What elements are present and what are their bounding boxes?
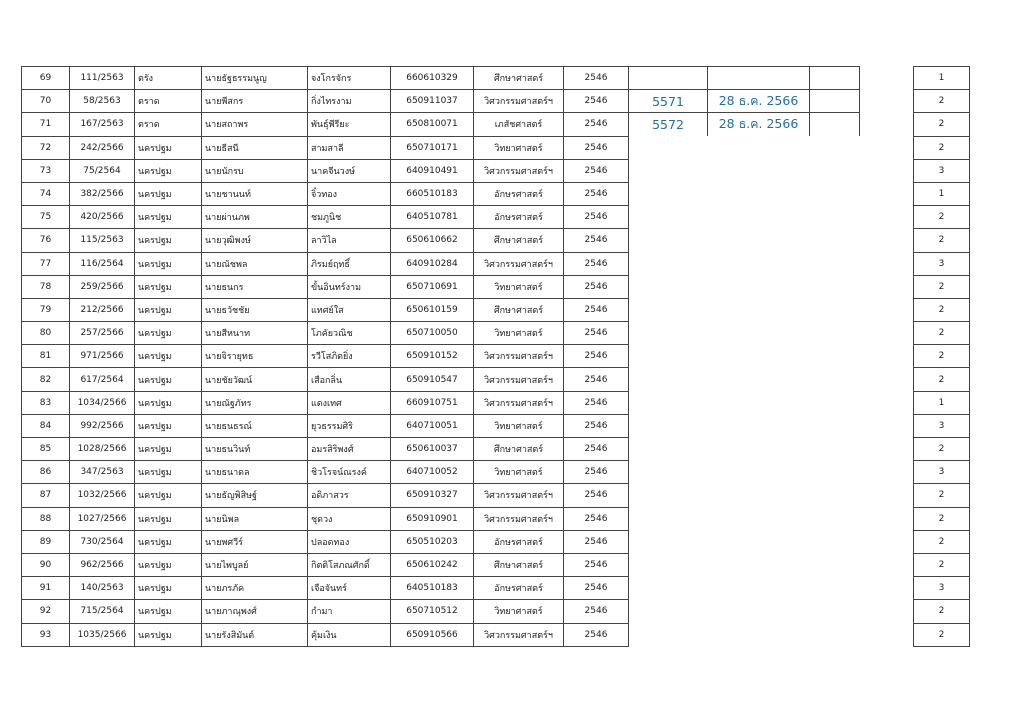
table-row [22, 623, 629, 646]
count-value: 2 [914, 113, 970, 136]
last-name: อมรสิริพงศ์ [308, 438, 391, 461]
birth-year: 2546 [564, 182, 629, 205]
faculty: วิศวกรรมศาสตร์ฯ [474, 391, 564, 414]
first-name: นายสีหนาท [202, 322, 308, 345]
table-row [22, 391, 629, 414]
count-value: 2 [914, 484, 970, 507]
row-number: 69 [22, 67, 70, 90]
last-name: โภคัยวณิช [308, 322, 391, 345]
province: นครปฐม [135, 438, 202, 461]
document-body [629, 67, 860, 136]
student-id: 640710051 [391, 414, 474, 437]
row-number: 72 [22, 136, 70, 159]
birth-year: 2546 [564, 345, 629, 368]
count-value: 2 [914, 553, 970, 576]
document-number: 5571 [629, 90, 708, 113]
count-row [914, 600, 970, 623]
faculty: อักษรศาสตร์ [474, 530, 564, 553]
student-id: 650710050 [391, 322, 474, 345]
birth-year: 2546 [564, 368, 629, 391]
first-name: นายนักรบ [202, 159, 308, 182]
last-name: กำมา [308, 600, 391, 623]
student-id: 660610329 [391, 67, 474, 90]
last-name: ชิวโรจน์ณรงค์ [308, 461, 391, 484]
province: นครปฐม [135, 136, 202, 159]
province: นครปฐม [135, 322, 202, 345]
birth-year: 2546 [564, 553, 629, 576]
first-name: นายธีสนี [202, 136, 308, 159]
first-name: นายพศวีร์ [202, 530, 308, 553]
student-id: 650910566 [391, 623, 474, 646]
table-row [22, 229, 629, 252]
birth-year: 2546 [564, 600, 629, 623]
faculty: วิทยาศาสตร์ [474, 600, 564, 623]
province: นครปฐม [135, 530, 202, 553]
first-name: นายไพบูลย์ [202, 553, 308, 576]
count-value: 3 [914, 461, 970, 484]
first-name: นายธัญพิสิษฐ์ [202, 484, 308, 507]
document-empty-cell [810, 90, 860, 113]
count-value: 3 [914, 252, 970, 275]
row-number: 88 [22, 507, 70, 530]
birth-year: 2546 [564, 461, 629, 484]
count-row [914, 438, 970, 461]
document-date: 28 ธ.ค. 2566 [708, 90, 810, 113]
birth-year: 2546 [564, 438, 629, 461]
student-id: 650710512 [391, 600, 474, 623]
table-row [22, 252, 629, 275]
count-row [914, 345, 970, 368]
document-empty-cell [708, 67, 810, 90]
last-name: ยุวธรรมศิริ [308, 414, 391, 437]
count-value: 2 [914, 600, 970, 623]
province: นครปฐม [135, 461, 202, 484]
faculty: ศึกษาศาสตร์ [474, 553, 564, 576]
last-name: ชมภูนิช [308, 206, 391, 229]
count-row [914, 623, 970, 646]
case-number: 111/2563 [70, 67, 135, 90]
document-empty-cell [629, 67, 708, 90]
province: นครปฐม [135, 507, 202, 530]
last-name: กิตติโสภณศักดิ์ [308, 553, 391, 576]
count-value: 2 [914, 90, 970, 113]
birth-year: 2546 [564, 414, 629, 437]
last-name: พันธุ์พีรียะ [308, 113, 391, 136]
birth-year: 2546 [564, 623, 629, 646]
count-row [914, 484, 970, 507]
case-number: 1027/2566 [70, 507, 135, 530]
last-name: แทศย์ใส [308, 298, 391, 321]
faculty: วิทยาศาสตร์ [474, 136, 564, 159]
faculty: วิทยาศาสตร์ [474, 322, 564, 345]
row-number: 91 [22, 577, 70, 600]
document-table [628, 66, 860, 136]
count-row [914, 206, 970, 229]
last-name: จิ๋วทอง [308, 182, 391, 205]
records-table [21, 66, 629, 647]
faculty: ศึกษาศาสตร์ [474, 298, 564, 321]
birth-year: 2546 [564, 206, 629, 229]
student-id: 650911037 [391, 90, 474, 113]
count-value: 2 [914, 368, 970, 391]
case-number: 75/2564 [70, 159, 135, 182]
province: นครปฐม [135, 600, 202, 623]
student-id: 650510203 [391, 530, 474, 553]
count-value: 2 [914, 507, 970, 530]
count-row [914, 414, 970, 437]
student-id: 640510781 [391, 206, 474, 229]
case-number: 382/2566 [70, 182, 135, 205]
row-number: 85 [22, 438, 70, 461]
case-number: 140/2563 [70, 577, 135, 600]
birth-year: 2546 [564, 507, 629, 530]
province: นครปฐม [135, 391, 202, 414]
count-value: 1 [914, 67, 970, 90]
case-number: 971/2566 [70, 345, 135, 368]
count-row [914, 461, 970, 484]
count-body [914, 67, 970, 647]
faculty: วิศวกรรมศาสตร์ฯ [474, 368, 564, 391]
last-name: ชุดวง [308, 507, 391, 530]
student-id: 650610242 [391, 553, 474, 576]
province: นครปฐม [135, 484, 202, 507]
province: นครปฐม [135, 553, 202, 576]
count-row [914, 136, 970, 159]
case-number: 347/2563 [70, 461, 135, 484]
first-name: นายภาณุพงศ์ [202, 600, 308, 623]
province: ตราด [135, 90, 202, 113]
count-row [914, 368, 970, 391]
document-empty-cell [810, 113, 860, 136]
first-name: นายธนาดล [202, 461, 308, 484]
table-row [22, 322, 629, 345]
faculty: วิศวกรรมศาสตร์ฯ [474, 90, 564, 113]
case-number: 257/2566 [70, 322, 135, 345]
count-row [914, 182, 970, 205]
table-row [22, 461, 629, 484]
birth-year: 2546 [564, 275, 629, 298]
faculty: วิทยาศาสตร์ [474, 275, 564, 298]
count-value: 3 [914, 577, 970, 600]
province: นครปฐม [135, 206, 202, 229]
case-number: 420/2566 [70, 206, 135, 229]
table-row [22, 507, 629, 530]
row-number: 71 [22, 113, 70, 136]
row-number: 90 [22, 553, 70, 576]
row-number: 78 [22, 275, 70, 298]
count-value: 2 [914, 438, 970, 461]
last-name: ขั้นอินทร์งาม [308, 275, 391, 298]
faculty: ศึกษาศาสตร์ [474, 67, 564, 90]
faculty: วิศวกรรมศาสตร์ฯ [474, 159, 564, 182]
province: นครปฐม [135, 577, 202, 600]
count-row [914, 391, 970, 414]
count-value: 2 [914, 136, 970, 159]
faculty: ศึกษาศาสตร์ [474, 438, 564, 461]
count-row [914, 229, 970, 252]
row-number: 73 [22, 159, 70, 182]
count-row [914, 530, 970, 553]
table-row [22, 182, 629, 205]
province: นครปฐม [135, 229, 202, 252]
last-name: เจือจันทร์ [308, 577, 391, 600]
student-id: 650910901 [391, 507, 474, 530]
table-row [22, 553, 629, 576]
first-name: นายธนธรณ์ [202, 414, 308, 437]
first-name: นายธวัชชัย [202, 298, 308, 321]
count-value: 2 [914, 345, 970, 368]
student-id: 660510183 [391, 182, 474, 205]
first-name: นายวุฒิพงษ์ [202, 229, 308, 252]
count-table [913, 66, 970, 647]
case-number: 1034/2566 [70, 391, 135, 414]
table-row [22, 600, 629, 623]
row-number: 76 [22, 229, 70, 252]
row-number: 86 [22, 461, 70, 484]
table-row [22, 345, 629, 368]
student-id: 640710052 [391, 461, 474, 484]
province: นครปฐม [135, 368, 202, 391]
faculty: วิศวกรรมศาสตร์ฯ [474, 345, 564, 368]
province: นครปฐม [135, 623, 202, 646]
case-number: 242/2566 [70, 136, 135, 159]
first-name: นายจิรายุทธ [202, 345, 308, 368]
case-number: 58/2563 [70, 90, 135, 113]
case-number: 730/2564 [70, 530, 135, 553]
birth-year: 2546 [564, 252, 629, 275]
count-row [914, 275, 970, 298]
province: นครปฐม [135, 159, 202, 182]
province: นครปฐม [135, 345, 202, 368]
row-number: 74 [22, 182, 70, 205]
birth-year: 2546 [564, 136, 629, 159]
first-name: นายชัยวัฒน์ [202, 368, 308, 391]
count-row [914, 298, 970, 321]
case-number: 962/2566 [70, 553, 135, 576]
count-row [914, 322, 970, 345]
row-number: 70 [22, 90, 70, 113]
count-value: 2 [914, 530, 970, 553]
count-value: 2 [914, 206, 970, 229]
case-number: 1035/2566 [70, 623, 135, 646]
last-name: ภิรมย์ฤทธิ์ [308, 252, 391, 275]
document-empty-cell [810, 67, 860, 90]
student-id: 650610037 [391, 438, 474, 461]
document-number: 5572 [629, 113, 708, 136]
last-name: นาคจีนวงษ์ [308, 159, 391, 182]
table-row [22, 90, 629, 113]
faculty: อักษรศาสตร์ [474, 577, 564, 600]
case-number: 212/2566 [70, 298, 135, 321]
last-name: เสือกลิ่น [308, 368, 391, 391]
province: นครปฐม [135, 182, 202, 205]
count-row [914, 159, 970, 182]
records-body [22, 67, 629, 647]
count-row [914, 90, 970, 113]
birth-year: 2546 [564, 322, 629, 345]
first-name: นายผ่านภพ [202, 206, 308, 229]
table-row [22, 136, 629, 159]
student-id: 650710171 [391, 136, 474, 159]
birth-year: 2546 [564, 577, 629, 600]
student-id: 640910284 [391, 252, 474, 275]
table-row [22, 159, 629, 182]
document-row [629, 67, 860, 90]
last-name: รวีโสภิตยิ่ง [308, 345, 391, 368]
count-row [914, 67, 970, 90]
student-id: 640910491 [391, 159, 474, 182]
first-name: นายภรภัค [202, 577, 308, 600]
table-row [22, 113, 629, 136]
count-value: 1 [914, 391, 970, 414]
birth-year: 2546 [564, 391, 629, 414]
count-value: 2 [914, 275, 970, 298]
count-value: 2 [914, 322, 970, 345]
table-row [22, 298, 629, 321]
student-id: 650710691 [391, 275, 474, 298]
faculty: วิทยาศาสตร์ [474, 461, 564, 484]
row-number: 87 [22, 484, 70, 507]
count-row [914, 553, 970, 576]
faculty: เภสัชศาสตร์ [474, 113, 564, 136]
row-number: 83 [22, 391, 70, 414]
first-name: นายสถาพร [202, 113, 308, 136]
case-number: 992/2566 [70, 414, 135, 437]
row-number: 82 [22, 368, 70, 391]
student-id: 650910327 [391, 484, 474, 507]
row-number: 81 [22, 345, 70, 368]
last-name: จงโกรจักร [308, 67, 391, 90]
first-name: นายรังสิมันต์ [202, 623, 308, 646]
row-number: 93 [22, 623, 70, 646]
province: ตรัง [135, 67, 202, 90]
province: นครปฐม [135, 414, 202, 437]
row-number: 75 [22, 206, 70, 229]
case-number: 715/2564 [70, 600, 135, 623]
case-number: 259/2566 [70, 275, 135, 298]
table-row [22, 275, 629, 298]
table-row [22, 438, 629, 461]
row-number: 84 [22, 414, 70, 437]
count-row [914, 252, 970, 275]
first-name: นายณัชพล [202, 252, 308, 275]
table-row [22, 530, 629, 553]
first-name: นายชานนท์ [202, 182, 308, 205]
count-value: 2 [914, 298, 970, 321]
row-number: 77 [22, 252, 70, 275]
count-row [914, 113, 970, 136]
case-number: 115/2563 [70, 229, 135, 252]
student-id: 650910152 [391, 345, 474, 368]
birth-year: 2546 [564, 113, 629, 136]
faculty: อักษรศาสตร์ [474, 206, 564, 229]
count-row [914, 577, 970, 600]
province: นครปฐม [135, 275, 202, 298]
birth-year: 2546 [564, 90, 629, 113]
faculty: วิศวกรรมศาสตร์ฯ [474, 623, 564, 646]
birth-year: 2546 [564, 229, 629, 252]
count-row [914, 507, 970, 530]
first-name: นายธนวินท์ [202, 438, 308, 461]
last-name: ลาวิไล [308, 229, 391, 252]
case-number: 1028/2566 [70, 438, 135, 461]
row-number: 89 [22, 530, 70, 553]
birth-year: 2546 [564, 484, 629, 507]
student-id: 640510183 [391, 577, 474, 600]
student-id: 660910751 [391, 391, 474, 414]
case-number: 617/2564 [70, 368, 135, 391]
first-name: นายพีสกร [202, 90, 308, 113]
table-row [22, 577, 629, 600]
count-value: 1 [914, 182, 970, 205]
case-number: 1032/2566 [70, 484, 135, 507]
birth-year: 2546 [564, 298, 629, 321]
count-value: 2 [914, 229, 970, 252]
last-name: คุ้มเงิน [308, 623, 391, 646]
last-name: สามสาลี [308, 136, 391, 159]
table-row [22, 414, 629, 437]
faculty: วิทยาศาสตร์ [474, 414, 564, 437]
first-name: นายณัฐภัทร [202, 391, 308, 414]
first-name: นายธัฐธรรมนูญ [202, 67, 308, 90]
student-id: 650810071 [391, 113, 474, 136]
student-id: 650610662 [391, 229, 474, 252]
faculty: ศึกษาศาสตร์ [474, 229, 564, 252]
first-name: นายธนกร [202, 275, 308, 298]
last-name: อดิภาสวร [308, 484, 391, 507]
student-id: 650910547 [391, 368, 474, 391]
student-id: 650610159 [391, 298, 474, 321]
case-number: 167/2563 [70, 113, 135, 136]
count-value: 3 [914, 414, 970, 437]
province: นครปฐม [135, 298, 202, 321]
birth-year: 2546 [564, 159, 629, 182]
last-name: กิ่งไทรงาม [308, 90, 391, 113]
table-row [22, 67, 629, 90]
faculty: วิศวกรรมศาสตร์ฯ [474, 507, 564, 530]
table-row [22, 206, 629, 229]
faculty: วิศวกรรมศาสตร์ฯ [474, 252, 564, 275]
faculty: อักษรศาสตร์ [474, 182, 564, 205]
table-row [22, 368, 629, 391]
last-name: ปลอดทอง [308, 530, 391, 553]
faculty: วิศวกรรมศาสตร์ฯ [474, 484, 564, 507]
count-value: 3 [914, 159, 970, 182]
row-number: 79 [22, 298, 70, 321]
table-row [22, 484, 629, 507]
row-number: 92 [22, 600, 70, 623]
document-date: 28 ธ.ค. 2566 [708, 113, 810, 136]
row-number: 80 [22, 322, 70, 345]
first-name: นายนิพล [202, 507, 308, 530]
count-value: 2 [914, 623, 970, 646]
province: ตราด [135, 113, 202, 136]
birth-year: 2546 [564, 530, 629, 553]
last-name: แดงเทศ [308, 391, 391, 414]
province: นครปฐม [135, 252, 202, 275]
birth-year: 2546 [564, 67, 629, 90]
case-number: 116/2564 [70, 252, 135, 275]
